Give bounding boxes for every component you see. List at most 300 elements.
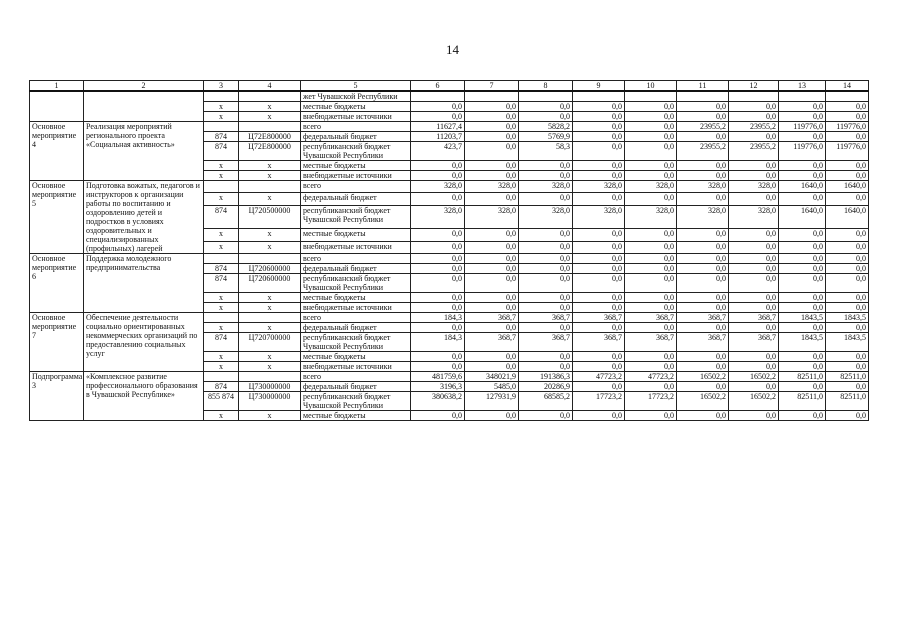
value-cell: 368,7 xyxy=(465,313,519,323)
value-cell: 0,0 xyxy=(677,132,729,142)
table-row xyxy=(30,91,869,102)
value-cell: 23955,2 xyxy=(677,122,729,132)
value-cell: 119776,0 xyxy=(826,142,869,161)
admin-code-cell: x xyxy=(204,171,239,181)
value-cell xyxy=(573,91,625,102)
value-cell: 23955,2 xyxy=(677,142,729,161)
admin-code-cell: x xyxy=(204,161,239,171)
admin-code-cell: x xyxy=(204,293,239,303)
value-cell: 328,0 xyxy=(411,181,465,193)
funding-source-cell: республиканский бюджет Чувашской Республики xyxy=(301,333,411,352)
value-cell: 0,0 xyxy=(465,161,519,171)
column-header-2: 2 xyxy=(84,81,204,92)
value-cell: 0,0 xyxy=(573,161,625,171)
value-cell: 0,0 xyxy=(573,254,625,264)
value-cell: 0,0 xyxy=(826,229,869,241)
value-cell: 0,0 xyxy=(729,193,779,205)
value-cell: 0,0 xyxy=(729,229,779,241)
value-cell: 0,0 xyxy=(779,382,826,392)
value-cell: 0,0 xyxy=(625,161,677,171)
value-cell: 0,0 xyxy=(411,303,465,313)
value-cell: 0,0 xyxy=(519,274,573,293)
value-cell: 0,0 xyxy=(465,102,519,112)
funding-source-cell: всего xyxy=(301,254,411,264)
value-cell: 481759,6 xyxy=(411,372,465,382)
value-cell: 0,0 xyxy=(625,303,677,313)
value-cell: 380638,2 xyxy=(411,392,465,411)
value-cell: 328,0 xyxy=(465,181,519,193)
value-cell: 0,0 xyxy=(729,171,779,181)
table-row xyxy=(30,372,869,382)
value-cell: 328,0 xyxy=(519,205,573,229)
value-cell: 17723,2 xyxy=(625,392,677,411)
budget-class-cell: x xyxy=(239,171,301,181)
value-cell: 0,0 xyxy=(826,193,869,205)
value-cell: 0,0 xyxy=(729,352,779,362)
value-cell: 0,0 xyxy=(826,362,869,372)
value-cell: 0,0 xyxy=(519,161,573,171)
value-cell: 0,0 xyxy=(465,293,519,303)
value-cell: 0,0 xyxy=(677,362,729,372)
admin-code-cell xyxy=(204,91,239,102)
value-cell: 0,0 xyxy=(729,254,779,264)
value-cell: 0,0 xyxy=(465,352,519,362)
value-cell: 0,0 xyxy=(625,132,677,142)
funding-source-cell: внебюджетные источники xyxy=(301,303,411,313)
value-cell: 0,0 xyxy=(411,411,465,421)
program-code-cell: Подпрограмма 3 xyxy=(30,372,84,421)
budget-class-cell: Ц720700000 xyxy=(239,333,301,352)
value-cell: 0,0 xyxy=(677,264,729,274)
value-cell: 0,0 xyxy=(625,142,677,161)
value-cell: 0,0 xyxy=(519,254,573,264)
program-name-cell: Поддержка молодежного предпринимательства xyxy=(84,254,204,313)
value-cell: 328,0 xyxy=(625,205,677,229)
value-cell: 0,0 xyxy=(465,132,519,142)
value-cell: 0,0 xyxy=(677,193,729,205)
value-cell: 0,0 xyxy=(465,122,519,132)
value-cell: 368,7 xyxy=(519,333,573,352)
value-cell: 0,0 xyxy=(677,274,729,293)
budget-class-cell: x xyxy=(239,352,301,362)
admin-code-cell xyxy=(204,181,239,193)
funding-source-cell: всего xyxy=(301,122,411,132)
program-code-cell: Основное мероприятие 4 xyxy=(30,122,84,181)
admin-code-cell: x xyxy=(204,323,239,333)
funding-source-cell: всего xyxy=(301,372,411,382)
budget-class-cell: x xyxy=(239,193,301,205)
value-cell: 0,0 xyxy=(625,382,677,392)
funding-source-cell: местные бюджеты xyxy=(301,293,411,303)
funding-source-cell: внебюджетные источники xyxy=(301,362,411,372)
value-cell: 11203,7 xyxy=(411,132,465,142)
value-cell: 0,0 xyxy=(573,241,625,253)
value-cell: 0,0 xyxy=(519,303,573,313)
admin-code-cell: x xyxy=(204,303,239,313)
value-cell: 0,0 xyxy=(826,171,869,181)
funding-source-cell: республиканский бюджет Чувашской Республики xyxy=(301,142,411,161)
value-cell: 0,0 xyxy=(573,323,625,333)
value-cell: 0,0 xyxy=(573,274,625,293)
value-cell: 0,0 xyxy=(411,193,465,205)
value-cell: 368,7 xyxy=(729,333,779,352)
value-cell: 0,0 xyxy=(625,352,677,362)
value-cell: 5769,9 xyxy=(519,132,573,142)
column-header-12: 12 xyxy=(729,81,779,92)
value-cell: 0,0 xyxy=(465,112,519,122)
value-cell: 423,7 xyxy=(411,142,465,161)
value-cell: 0,0 xyxy=(779,254,826,264)
value-cell: 0,0 xyxy=(779,352,826,362)
program-name-cell: Подготовка вожатых, педагогов и инструкторов к организации работы по воспитанию и оздоровлению детей и подростков в условиях оздоровительных и специализированных (профильных) лагерей xyxy=(84,181,204,254)
value-cell: 16502,2 xyxy=(729,372,779,382)
value-cell: 0,0 xyxy=(779,293,826,303)
value-cell: 1843,5 xyxy=(826,333,869,352)
value-cell: 0,0 xyxy=(779,229,826,241)
value-cell: 0,0 xyxy=(519,102,573,112)
value-cell: 0,0 xyxy=(677,352,729,362)
funding-source-cell: федеральный бюджет xyxy=(301,193,411,205)
value-cell: 0,0 xyxy=(465,303,519,313)
funding-source-cell: местные бюджеты xyxy=(301,102,411,112)
value-cell: 47723,2 xyxy=(573,372,625,382)
value-cell: 368,7 xyxy=(573,313,625,323)
value-cell: 0,0 xyxy=(519,362,573,372)
funding-source-cell: республиканский бюджет Чувашской Республики xyxy=(301,205,411,229)
value-cell: 0,0 xyxy=(573,142,625,161)
value-cell: 0,0 xyxy=(826,352,869,362)
value-cell: 0,0 xyxy=(677,411,729,421)
value-cell: 0,0 xyxy=(411,161,465,171)
funding-source-cell: федеральный бюджет xyxy=(301,132,411,142)
value-cell: 368,7 xyxy=(625,333,677,352)
value-cell: 0,0 xyxy=(779,193,826,205)
admin-code-cell: 874 xyxy=(204,382,239,392)
value-cell: 328,0 xyxy=(519,181,573,193)
value-cell: 368,7 xyxy=(677,333,729,352)
value-cell: 1843,5 xyxy=(826,313,869,323)
value-cell: 0,0 xyxy=(625,102,677,112)
value-cell: 0,0 xyxy=(411,229,465,241)
value-cell: 5828,2 xyxy=(519,122,573,132)
column-header-7: 7 xyxy=(465,81,519,92)
admin-code-cell xyxy=(204,254,239,264)
value-cell: 47723,2 xyxy=(625,372,677,382)
value-cell: 0,0 xyxy=(411,171,465,181)
value-cell: 0,0 xyxy=(729,132,779,142)
value-cell: 0,0 xyxy=(465,274,519,293)
budget-class-cell: Ц720500000 xyxy=(239,205,301,229)
column-header-11: 11 xyxy=(677,81,729,92)
value-cell: 368,7 xyxy=(573,333,625,352)
value-cell: 0,0 xyxy=(826,112,869,122)
value-cell: 0,0 xyxy=(729,241,779,253)
value-cell: 0,0 xyxy=(779,303,826,313)
value-cell: 0,0 xyxy=(465,241,519,253)
value-cell: 0,0 xyxy=(411,102,465,112)
value-cell: 0,0 xyxy=(573,102,625,112)
value-cell: 0,0 xyxy=(465,193,519,205)
value-cell: 1843,5 xyxy=(779,313,826,323)
value-cell: 0,0 xyxy=(677,161,729,171)
value-cell: 328,0 xyxy=(729,205,779,229)
value-cell: 5485,0 xyxy=(465,382,519,392)
value-cell: 1640,0 xyxy=(779,181,826,193)
budget-class-cell: x xyxy=(239,303,301,313)
column-header-3: 3 xyxy=(204,81,239,92)
budget-class-cell: x xyxy=(239,161,301,171)
value-cell: 0,0 xyxy=(625,264,677,274)
value-cell: 328,0 xyxy=(677,181,729,193)
value-cell: 0,0 xyxy=(573,229,625,241)
funding-source-cell: внебюджетные источники xyxy=(301,241,411,253)
table-row xyxy=(30,313,869,323)
funding-source-cell: местные бюджеты xyxy=(301,161,411,171)
value-cell: 68585,2 xyxy=(519,392,573,411)
value-cell: 0,0 xyxy=(519,112,573,122)
budget-class-cell: Ц730000000 xyxy=(239,382,301,392)
value-cell: 0,0 xyxy=(573,303,625,313)
value-cell: 0,0 xyxy=(411,352,465,362)
value-cell: 368,7 xyxy=(625,313,677,323)
admin-code-cell: x xyxy=(204,112,239,122)
budget-class-cell xyxy=(239,181,301,193)
budget-class-cell: Ц72Е800000 xyxy=(239,132,301,142)
value-cell: 0,0 xyxy=(677,254,729,264)
value-cell: 58,3 xyxy=(519,142,573,161)
value-cell: 0,0 xyxy=(677,293,729,303)
value-cell: 0,0 xyxy=(826,254,869,264)
value-cell: 368,7 xyxy=(729,313,779,323)
value-cell: 0,0 xyxy=(826,241,869,253)
admin-code-cell: x xyxy=(204,229,239,241)
value-cell: 0,0 xyxy=(729,411,779,421)
value-cell: 0,0 xyxy=(779,264,826,274)
value-cell: 0,0 xyxy=(465,323,519,333)
value-cell: 0,0 xyxy=(779,323,826,333)
value-cell: 0,0 xyxy=(519,171,573,181)
value-cell xyxy=(677,91,729,102)
value-cell: 328,0 xyxy=(573,205,625,229)
admin-code-cell: x xyxy=(204,102,239,112)
value-cell: 0,0 xyxy=(465,264,519,274)
budget-class-cell xyxy=(239,91,301,102)
value-cell: 0,0 xyxy=(625,411,677,421)
value-cell: 0,0 xyxy=(779,102,826,112)
value-cell: 0,0 xyxy=(411,362,465,372)
value-cell: 0,0 xyxy=(411,264,465,274)
value-cell: 127931,9 xyxy=(465,392,519,411)
value-cell: 0,0 xyxy=(465,411,519,421)
value-cell: 23955,2 xyxy=(729,122,779,132)
table-body xyxy=(30,81,869,421)
value-cell: 0,0 xyxy=(573,352,625,362)
value-cell: 0,0 xyxy=(779,411,826,421)
program-name-cell: Реализация мероприятий регионального проекта «Социальная активность» xyxy=(84,122,204,181)
funding-source-cell: федеральный бюджет xyxy=(301,323,411,333)
funding-source-cell: федеральный бюджет xyxy=(301,382,411,392)
value-cell: 0,0 xyxy=(677,241,729,253)
value-cell xyxy=(519,91,573,102)
value-cell: 0,0 xyxy=(826,264,869,274)
value-cell: 0,0 xyxy=(625,193,677,205)
value-cell: 368,7 xyxy=(465,333,519,352)
value-cell: 0,0 xyxy=(779,132,826,142)
value-cell: 82511,0 xyxy=(826,392,869,411)
value-cell: 0,0 xyxy=(465,229,519,241)
value-cell: 0,0 xyxy=(519,193,573,205)
value-cell: 23955,2 xyxy=(729,142,779,161)
value-cell: 328,0 xyxy=(573,181,625,193)
value-cell: 11627,4 xyxy=(411,122,465,132)
value-cell: 0,0 xyxy=(729,102,779,112)
column-header-10: 10 xyxy=(625,81,677,92)
table-row xyxy=(30,122,869,132)
value-cell: 0,0 xyxy=(573,132,625,142)
value-cell: 20286,9 xyxy=(519,382,573,392)
admin-code-cell: x xyxy=(204,241,239,253)
value-cell: 0,0 xyxy=(625,112,677,122)
value-cell: 368,7 xyxy=(677,313,729,323)
value-cell: 0,0 xyxy=(573,264,625,274)
column-header-1: 1 xyxy=(30,81,84,92)
value-cell: 0,0 xyxy=(625,241,677,253)
admin-code-cell: x xyxy=(204,411,239,421)
value-cell xyxy=(826,91,869,102)
value-cell: 0,0 xyxy=(625,171,677,181)
value-cell: 0,0 xyxy=(729,161,779,171)
admin-code-cell xyxy=(204,122,239,132)
budget-class-cell: Ц720600000 xyxy=(239,264,301,274)
value-cell: 0,0 xyxy=(779,112,826,122)
budget-table xyxy=(29,80,869,421)
value-cell: 0,0 xyxy=(625,274,677,293)
table-row xyxy=(30,254,869,264)
page-number: 14 xyxy=(446,42,459,57)
value-cell: 0,0 xyxy=(465,171,519,181)
value-cell: 82511,0 xyxy=(779,392,826,411)
value-cell: 1640,0 xyxy=(779,205,826,229)
funding-source-cell: жет Чувашской Республики xyxy=(301,91,411,102)
admin-code-cell xyxy=(204,313,239,323)
budget-class-cell xyxy=(239,313,301,323)
funding-source-cell: местные бюджеты xyxy=(301,411,411,421)
value-cell: 0,0 xyxy=(677,112,729,122)
value-cell: 0,0 xyxy=(729,382,779,392)
admin-code-cell: x xyxy=(204,362,239,372)
value-cell: 184,3 xyxy=(411,333,465,352)
program-name-cell: «Комплексное развитие профессионального образования в Чувашской Республике» xyxy=(84,372,204,421)
value-cell xyxy=(729,91,779,102)
value-cell: 0,0 xyxy=(625,362,677,372)
value-cell: 328,0 xyxy=(411,205,465,229)
column-header-14: 14 xyxy=(826,81,869,92)
value-cell: 1640,0 xyxy=(826,181,869,193)
value-cell: 0,0 xyxy=(729,323,779,333)
value-cell: 0,0 xyxy=(826,411,869,421)
value-cell: 16502,2 xyxy=(677,372,729,382)
value-cell: 348021,9 xyxy=(465,372,519,382)
value-cell: 0,0 xyxy=(411,323,465,333)
value-cell: 0,0 xyxy=(779,161,826,171)
value-cell: 0,0 xyxy=(465,254,519,264)
value-cell: 0,0 xyxy=(519,352,573,362)
value-cell: 0,0 xyxy=(677,171,729,181)
value-cell xyxy=(625,91,677,102)
program-code-cell: Основное мероприятие 6 xyxy=(30,254,84,313)
budget-class-cell: x xyxy=(239,229,301,241)
value-cell: 0,0 xyxy=(519,241,573,253)
value-cell: 0,0 xyxy=(677,382,729,392)
value-cell: 0,0 xyxy=(729,112,779,122)
value-cell: 0,0 xyxy=(573,171,625,181)
value-cell: 1640,0 xyxy=(826,205,869,229)
value-cell: 0,0 xyxy=(573,382,625,392)
value-cell: 119776,0 xyxy=(826,122,869,132)
value-cell: 119776,0 xyxy=(779,142,826,161)
header-row xyxy=(30,81,869,92)
value-cell: 0,0 xyxy=(573,122,625,132)
column-header-6: 6 xyxy=(411,81,465,92)
admin-code-cell: x xyxy=(204,193,239,205)
program-code-cell: Основное мероприятие 5 xyxy=(30,181,84,254)
value-cell: 0,0 xyxy=(826,323,869,333)
value-cell: 0,0 xyxy=(625,323,677,333)
value-cell: 0,0 xyxy=(729,264,779,274)
value-cell: 0,0 xyxy=(573,362,625,372)
admin-code-cell: 874 xyxy=(204,333,239,352)
admin-code-cell: 874 xyxy=(204,132,239,142)
value-cell: 0,0 xyxy=(677,323,729,333)
value-cell: 0,0 xyxy=(573,193,625,205)
funding-source-cell: местные бюджеты xyxy=(301,352,411,362)
value-cell: 0,0 xyxy=(625,293,677,303)
value-cell: 0,0 xyxy=(411,293,465,303)
funding-source-cell: внебюджетные источники xyxy=(301,112,411,122)
value-cell: 328,0 xyxy=(677,205,729,229)
value-cell xyxy=(779,91,826,102)
value-cell: 0,0 xyxy=(677,303,729,313)
budget-class-cell xyxy=(239,372,301,382)
value-cell: 0,0 xyxy=(677,102,729,112)
value-cell: 0,0 xyxy=(411,274,465,293)
value-cell: 0,0 xyxy=(573,411,625,421)
value-cell: 0,0 xyxy=(625,254,677,264)
value-cell: 0,0 xyxy=(826,274,869,293)
value-cell: 0,0 xyxy=(826,293,869,303)
value-cell: 0,0 xyxy=(465,362,519,372)
funding-source-cell: внебюджетные источники xyxy=(301,171,411,181)
budget-class-cell xyxy=(239,122,301,132)
admin-code-cell: 874 xyxy=(204,274,239,293)
value-cell: 0,0 xyxy=(519,293,573,303)
admin-code-cell: 874 xyxy=(204,142,239,161)
value-cell: 0,0 xyxy=(411,254,465,264)
value-cell: 0,0 xyxy=(411,241,465,253)
value-cell: 0,0 xyxy=(519,264,573,274)
value-cell: 82511,0 xyxy=(826,372,869,382)
program-code-cell: Основное мероприятие 7 xyxy=(30,313,84,372)
budget-class-cell: Ц730000000 xyxy=(239,392,301,411)
budget-class-cell: x xyxy=(239,293,301,303)
value-cell: 16502,2 xyxy=(677,392,729,411)
budget-class-cell: x xyxy=(239,102,301,112)
value-cell: 82511,0 xyxy=(779,372,826,382)
value-cell: 0,0 xyxy=(826,102,869,112)
admin-code-cell: 855 874 xyxy=(204,392,239,411)
value-cell xyxy=(411,91,465,102)
value-cell: 0,0 xyxy=(519,229,573,241)
